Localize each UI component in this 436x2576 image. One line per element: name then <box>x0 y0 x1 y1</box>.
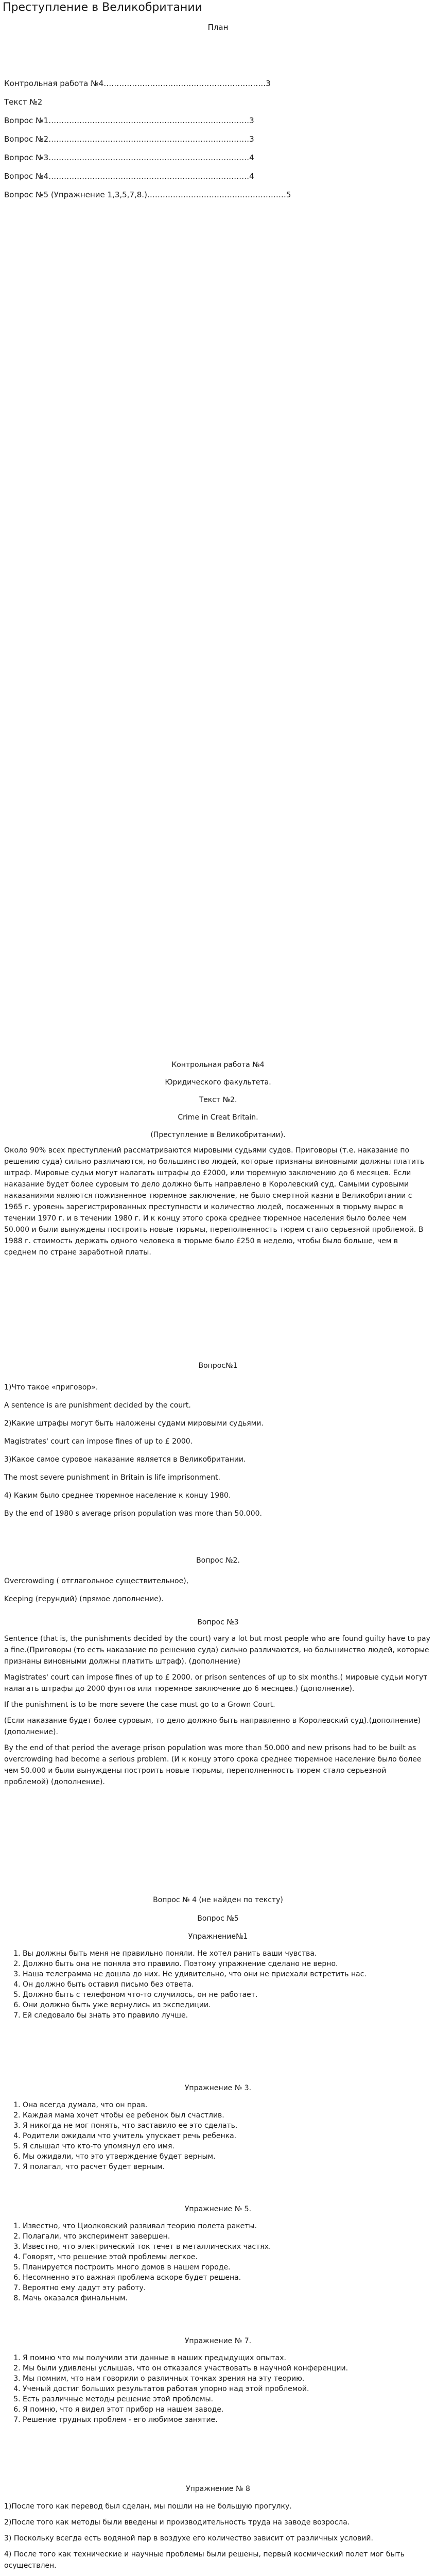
question-2 <box>0 1555 436 1608</box>
toc-item: Вопрос №3……………………………………………………………………4 <box>4 153 254 162</box>
toc-item: Вопрос №1……………………………………………………………………3 <box>4 116 254 125</box>
exercise-8-heading: Упражнение № 8 <box>186 2485 250 2493</box>
list-item: 2. Каждая мама хочет чтобы ее ребенок был счастлив. <box>23 2110 436 2121</box>
exercise-8-line: 3) Поскольку всегда есть водяной пар в воздухе его количество зависит от различных условий. <box>4 2534 373 2543</box>
qa-line: The most severe punishment in Britain is life imprisonment. <box>4 1473 220 1482</box>
work-title: Контрольная работа №4 <box>171 1061 265 1069</box>
list-item: 6. Мы ожидали, что это утверждение будет верным. <box>23 2151 436 2162</box>
list-item: 7. Я полагал, что расчет будет верным. <box>23 2162 436 2172</box>
qa-line: 1)Что такое «приговор». <box>4 1383 98 1392</box>
table-of-contents <box>4 78 431 208</box>
list-item: 5. Есть различные методы решение этой проблемы. <box>23 2394 436 2404</box>
plan-heading: План <box>207 23 229 32</box>
list-item: 7. Вероятно ему дадут эту работу. <box>23 2283 436 2293</box>
qa-line: Overcrowding ( отглагольное существительное), <box>4 1577 189 1585</box>
q3-paragraph: Sentence (that is, the punishments decided by the court) vary a lot but most people who are found guilty have to pay a fine.(Приговоры (то есть наказание по решению суда) сильно различаются, но большинство людей, которые признаны виновными должны платить штраф). (дополнение) <box>4 1635 430 1666</box>
list-item: 1. Я помню что мы получили эти данные в наших предыдущих опытах. <box>23 2353 436 2363</box>
list-item: 2. Мы были удивлены услышав, что он отказался участвовать в научной конференции. <box>23 2363 436 2374</box>
toc-item: Вопрос №2……………………………………………………………………3 <box>4 134 254 144</box>
list-item: 4. Говорят, что решение этой проблемы легкое. <box>23 2252 436 2262</box>
work-header <box>0 1056 436 1144</box>
qa-line: A sentence is are punishment decided by the court. <box>4 1401 191 1410</box>
list-item: 3. Известно, что электрический ток течет в металлических частях. <box>23 2242 436 2252</box>
list-item: 1. Вы должны быть меня не правильно поняли. Не хотел ранить ваши чувства. <box>23 1948 436 1959</box>
text-number: Текст №2. <box>199 1096 237 1104</box>
intro-paragraph: Около 90% всех преступлений рассматриваются мировыми судьями судов. Приговоры (т.е. наказание по решению суда) сильно различаются, но большинство людей, которые признаны виновными должны платить штраф. Мировые судьи могут налагать штрафы до £2000, или тюремную заключению до 6 месяцев. Если наказание будет более суровым то дело должно быть направлено в Королевский суд. Самыми суровыми наказаниями являются пожизненное тюремное заключение, не было смертной казни в Великобритании с 1965 г. уровень зарегистрированных преступности и количество людей, посаженных в тюрьму вырос в течении 1970 г. и в течении 1980 г. И к концу этого срока среднее тюремное населения было более чем 50.000 и были вынуждены построить новые тюрьмы, переполненность тюрем стало серьезной проблемой. В 1988 г. стоимость держать одного человека в тюрьме было £250 в неделю, чтобы было больше, чем в среднем по стране заработной платы. <box>4 1146 425 1257</box>
exercise-8-line: 1)После того как перевод был сделан, мы пошли на не большую прогулку. <box>4 2502 292 2511</box>
question-5-heading: Вопрос №5 <box>197 1914 239 1923</box>
q3-paragraph: Magistrates' court can impose fines of up to £ 2000. or prison sentences of up to six months.( мировые судьи могут налагать штрафы до 2000 фунтов или тюремное заключение до 6 месяцев.) (дополнение). <box>4 1673 428 1693</box>
qa-line: Magistrates' court can impose fines of up to £ 2000. <box>4 1437 193 1446</box>
exercise-8-line: 4) После того как технические и научные проблемы были решены, первый космический полет мог быть осуществлен. <box>4 2550 405 2570</box>
question-1 <box>0 1360 436 1523</box>
exercise-1-heading: Упражнение№1 <box>188 1933 248 1941</box>
list-item: 4. Родители ожидали что учитель упускает речь ребенка. <box>23 2131 436 2141</box>
intro-section <box>0 1145 436 1258</box>
qa-line: Keeping (герундий) (прямое дополнение). <box>4 1595 164 1603</box>
question-3-heading: Вопрос №3 <box>197 1618 239 1626</box>
list-item: 7. Ей следовало бы знать это правило лучше. <box>23 2010 436 2021</box>
text-title-ru: (Преступление в Великобритании). <box>150 1131 286 1139</box>
list-item: 1. Известно, что Циолковский развивал теорию полета ракеты. <box>23 2221 436 2231</box>
list-item: 7. Решение трудных проблем - его любимое занятие. <box>23 2415 436 2425</box>
exercise-8 <box>0 2483 436 2576</box>
toc-item: Вопрос №4……………………………………………………………………4 <box>4 172 254 181</box>
exercise-5 <box>0 2204 436 2303</box>
document-title: Преступление в Великобритании <box>3 1 202 14</box>
text-title-en: Crime in Creat Britain. <box>178 1113 258 1122</box>
qa-line: By the end of 1980 s average prison population was more than 50.000. <box>4 1510 262 1518</box>
exercise-5-list <box>0 2221 436 2303</box>
exercise-8-line: 2)После того как методы были введены и производительность труда на заводе возросла. <box>4 2518 350 2527</box>
exercise-5-heading: Упражнение № 5. <box>184 2205 252 2213</box>
qa-line: 4) Каким было среднее тюремное население к концу 1980. <box>4 1492 231 1500</box>
exercise-3-list <box>0 2100 436 2172</box>
list-item: 8. Мачь оказался финальным. <box>23 2293 436 2303</box>
exercise-3-heading: Упражнение № 3. <box>184 2084 252 2092</box>
exercise-7-list <box>0 2353 436 2425</box>
list-item: 5. Должно быть с телефоном что-то случилось, он не работает. <box>23 1990 436 2000</box>
qa-line: 2)Какие штрафы могут быть наложены судами мировыми судьями. <box>4 1419 264 1428</box>
exercise-1 <box>0 1931 436 2021</box>
list-item: 6. Несомненно это важная проблема вскоре будет решена. <box>23 2273 436 2283</box>
list-item: 3. Наша телеграмма не дошла до них. Не удивительно, что они не приехали встретить нас. <box>23 1969 436 1979</box>
list-item: 4. Он должно быть оставил письмо без ответа. <box>23 1979 436 1990</box>
list-item: 6. Я помню, что я видел этот прибор на нашем заводе. <box>23 2404 436 2415</box>
exercise-7 <box>0 2335 436 2425</box>
list-item: 6. Они должно быть уже вернулись из экспедиции. <box>23 2000 436 2010</box>
qa-line: 3)Какое самое суровое наказание является в Великобритании. <box>4 1455 246 1464</box>
question-4-5 <box>0 1891 436 1928</box>
toc-item: Текст №2 <box>4 97 43 107</box>
q3-paragraph: By the end of that period the average prison population was more than 50.000 and new prisons had to be built as overcrowding had become a serious problem. (И к концу этого срока среднее тюремное население было более чем 50.000 и были вынуждены построить новые тюрьмы, переполненность тюрем стало серьезной проблемой) (дополнение). <box>4 1744 422 1786</box>
list-item: 4. Ученый достиг больших результатов работая упорно над этой проблемой. <box>23 2384 436 2394</box>
list-item: 5. Планируется построить много домов в нашем городе. <box>23 2262 436 2273</box>
list-item: 3. Я никогда не мог понять, что заставило ее это сделать. <box>23 2121 436 2131</box>
list-item: 3. Мы помним, что нам говорили о различных точках зрения на эту теорию. <box>23 2374 436 2384</box>
question-2-heading: Вопрос №2. <box>196 1556 240 1565</box>
list-item: 2. Должно быть она не поняла это правило. Поэтому упражнение сделано не верно. <box>23 1959 436 1969</box>
question-4-heading: Вопрос № 4 (не найден по тексту) <box>153 1896 283 1904</box>
list-item: 2. Полагали, что эксперимент завершен. <box>23 2231 436 2242</box>
q3-paragraph: If the punishment is to be more severe the case must go to a Grown Court. <box>4 1701 275 1709</box>
q3-paragraph: (Если наказание будет более суровым, то дело должно быть направленно в Королевский суд).(дополнение) (дополнение). <box>4 1717 421 1736</box>
exercise-1-list <box>0 1948 436 2021</box>
exercise-3 <box>0 2082 436 2172</box>
list-item: 1. Она всегда думала, что он прав. <box>23 2100 436 2110</box>
toc-item: Контрольная работа №4………………………………………………………3 <box>4 79 271 88</box>
list-item: 5. Я слышал что кто-то упомянул его имя. <box>23 2141 436 2151</box>
exercise-7-heading: Упражнение № 7. <box>184 2337 252 2345</box>
toc-item: Вопрос №5 (Упражнение 1,3,5,7,8.)………………………………………………5 <box>4 190 291 199</box>
question-1-heading: Вопрос№1 <box>198 1362 238 1370</box>
question-3 <box>0 1617 436 1788</box>
faculty-line: Юридического факультета. <box>165 1078 271 1087</box>
